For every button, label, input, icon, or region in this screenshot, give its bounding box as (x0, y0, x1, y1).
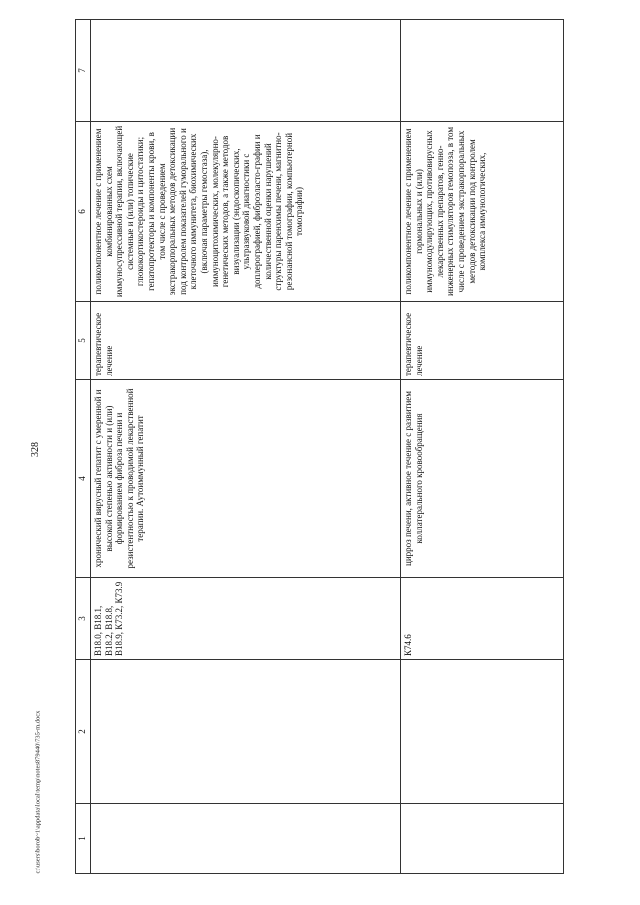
header-col-2: 2 (76, 660, 91, 804)
row1-icd-codes: В18.0, В18.1, В18.2, В18.8, В18.9, К73.2, К73.9 (91, 578, 401, 660)
row1-col2 (91, 660, 401, 804)
header-col-6: 6 (76, 122, 91, 302)
header-col-1: 1 (76, 804, 91, 874)
row2-col1 (401, 804, 564, 874)
row2-icd-codes: К74.6 (401, 578, 564, 660)
header-col-4: 4 (76, 380, 91, 578)
header-col-5: 5 (76, 302, 91, 380)
table-row (91, 20, 401, 874)
row2-col7 (401, 20, 564, 122)
page-number: 328 (30, 442, 41, 457)
header-col-3: 3 (76, 578, 91, 660)
row1-treatment-type: терапевтическое лечение (91, 302, 401, 380)
row1-col1 (91, 804, 401, 874)
row1-col7 (91, 20, 401, 122)
medical-care-table (75, 19, 564, 874)
row1-diagnosis: хронический вирусный гепатит с умеренной и высокой степенью активности и (или) формированием фиброза печени и резистентностью к проводимой лекарственной терапии. Аутоиммунный гепатит (91, 380, 401, 578)
row1-treatment-method: поликомпонентное лечение с применением комбинированных схем иммуносупрессивной терапии, включающей системные и (или) топические глюкокортикостероиды и цитостатики; гепатопротекторы и компоненты крови, в том числе с проведением экстракорпоральных методов детоксикации под контролем показателей гуморального и клеточного иммунитета, биохимических (включая параметры гемостаза), иммуноцитохимических, молекулярно-генетических методов, а также методов визуализации (эндоскопических, ультразвуковой диагностики с доплерографией, фиброэласто-графии и количественной оценки нарушений структуры паренхимы печени, магнитно-резонансной томографии, компьютерной томографии) (91, 122, 401, 302)
row2-diagnosis: цирроз печени, активное течение с развитием коллатерального кровообращения (401, 380, 564, 578)
header-col-7: 7 (76, 20, 91, 122)
table-row (401, 20, 564, 874)
rotated-table-container (75, 20, 580, 874)
header-row (76, 20, 91, 874)
row2-treatment-method: поликомпонентное лечение с применением гормональных и (или) иммуномодулирующих, противовирусных лекарственных препаратов, генно-инженерных стимуляторов гемопоэза, в том числе с проведением экстракорпоральных методов детоксикации под контролем комплекса иммунологических, (401, 122, 564, 302)
row2-treatment-type: терапевтическое лечение (401, 302, 564, 380)
table-area (75, 20, 580, 874)
row2-col2 (401, 660, 564, 804)
footer-file-path: c:\users\borob~1\appdata\local\temp\notes879440\735-m.docx (34, 710, 42, 874)
